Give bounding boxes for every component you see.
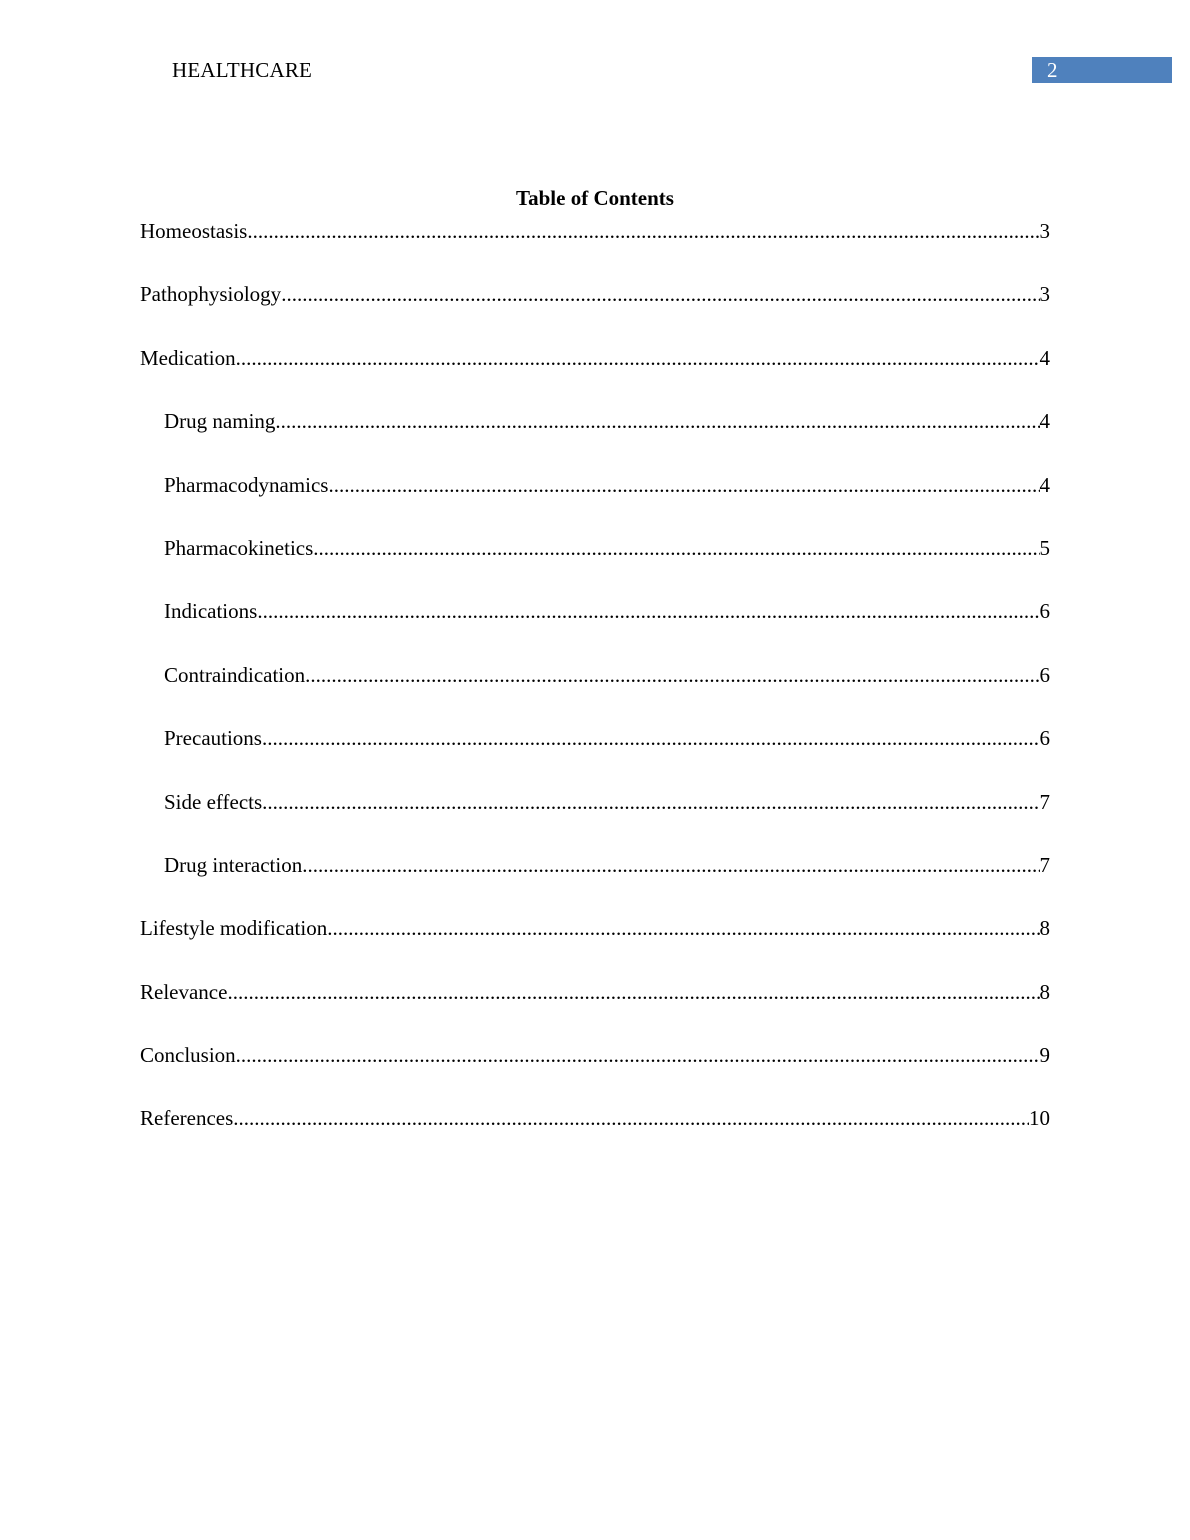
toc-entry-page: 3 bbox=[1039, 219, 1050, 243]
toc-entry-label: Medication bbox=[140, 345, 236, 370]
toc-entry-label: Homeostasis bbox=[140, 219, 248, 243]
toc-entry-page: 6 bbox=[1039, 662, 1050, 687]
toc-entry-label: Indications bbox=[164, 599, 258, 624]
toc-entry-label: Conclusion bbox=[140, 1043, 236, 1068]
dot-leader bbox=[281, 279, 1039, 310]
toc-entry-page: 5 bbox=[1039, 535, 1050, 560]
toc-entry-label: Precautions bbox=[164, 726, 262, 751]
page-number-box bbox=[1032, 57, 1172, 83]
toc-entry-precautions[interactable] bbox=[140, 723, 1050, 754]
dot-leader bbox=[236, 1040, 1040, 1071]
toc-entry-label: Pharmacokinetics bbox=[164, 535, 314, 560]
dot-leader bbox=[262, 723, 1040, 754]
toc-entry-page: 4 bbox=[1039, 472, 1050, 497]
toc-entry-page: 4 bbox=[1039, 345, 1050, 370]
dot-leader bbox=[233, 1103, 1029, 1134]
toc-entry-pharmacokinetics[interactable] bbox=[140, 533, 1050, 564]
dot-leader bbox=[313, 533, 1039, 564]
toc-entry-page: 8 bbox=[1039, 916, 1050, 941]
toc-entry-page: 6 bbox=[1039, 599, 1050, 624]
dot-leader bbox=[275, 406, 1039, 437]
toc-entry-drug-interaction[interactable] bbox=[140, 850, 1050, 881]
dot-leader bbox=[327, 913, 1039, 944]
dot-leader bbox=[305, 660, 1039, 691]
dot-leader bbox=[262, 787, 1039, 818]
toc-entry-relevance[interactable] bbox=[140, 977, 1050, 1008]
dot-leader bbox=[257, 596, 1039, 627]
toc-title: Table of Contents bbox=[516, 186, 674, 210]
dot-leader bbox=[227, 977, 1039, 1008]
dot-leader bbox=[236, 343, 1040, 374]
toc-entry-conclusion[interactable] bbox=[140, 1040, 1050, 1071]
toc-entry-label: Side effects bbox=[164, 789, 263, 814]
toc-entry-label: References bbox=[140, 1106, 234, 1131]
toc-entry-page: 3 bbox=[1039, 282, 1050, 307]
toc-entry-page: 9 bbox=[1039, 1043, 1050, 1068]
toc-entry-side-effects[interactable] bbox=[140, 787, 1050, 818]
toc-entry-page: 4 bbox=[1039, 409, 1050, 434]
toc-entry-page: 7 bbox=[1039, 789, 1050, 814]
toc-entry-page: 10 bbox=[1029, 1106, 1050, 1131]
toc-entry-page: 7 bbox=[1039, 852, 1050, 877]
toc-entry-label: Drug naming bbox=[164, 409, 276, 434]
toc-entry-references[interactable] bbox=[140, 1103, 1050, 1134]
toc-entry-drug-naming[interactable] bbox=[140, 406, 1050, 437]
toc-entry-label: Lifestyle modification bbox=[140, 916, 328, 941]
toc-entry-lifestyle-modification[interactable] bbox=[140, 913, 1050, 944]
toc-entry-page: 6 bbox=[1039, 726, 1050, 751]
toc-entry-pharmacodynamics[interactable] bbox=[140, 470, 1050, 501]
dot-leader bbox=[302, 850, 1039, 881]
toc-entry-indications[interactable] bbox=[140, 596, 1050, 627]
toc-entry-label: Pathophysiology bbox=[140, 282, 282, 307]
dot-leader bbox=[247, 216, 1039, 247]
toc-entry-pathophysiology[interactable] bbox=[140, 279, 1050, 310]
toc-entry-contraindication[interactable] bbox=[140, 660, 1050, 691]
toc-entry-label: Drug interaction bbox=[164, 852, 303, 877]
running-head: HEALTHCARE bbox=[172, 58, 313, 82]
page-number: 2 bbox=[1047, 58, 1058, 82]
toc-entry-homeostasis[interactable] bbox=[140, 216, 1050, 247]
toc-entry-label: Pharmacodynamics bbox=[164, 472, 329, 497]
toc-entry-medication[interactable] bbox=[140, 343, 1050, 374]
toc-entry-page: 8 bbox=[1039, 979, 1050, 1004]
dot-leader bbox=[328, 470, 1039, 501]
toc-list bbox=[140, 216, 1050, 1167]
toc-entry-label: Contraindication bbox=[164, 662, 306, 687]
toc-entry-label: Relevance bbox=[140, 979, 228, 1004]
